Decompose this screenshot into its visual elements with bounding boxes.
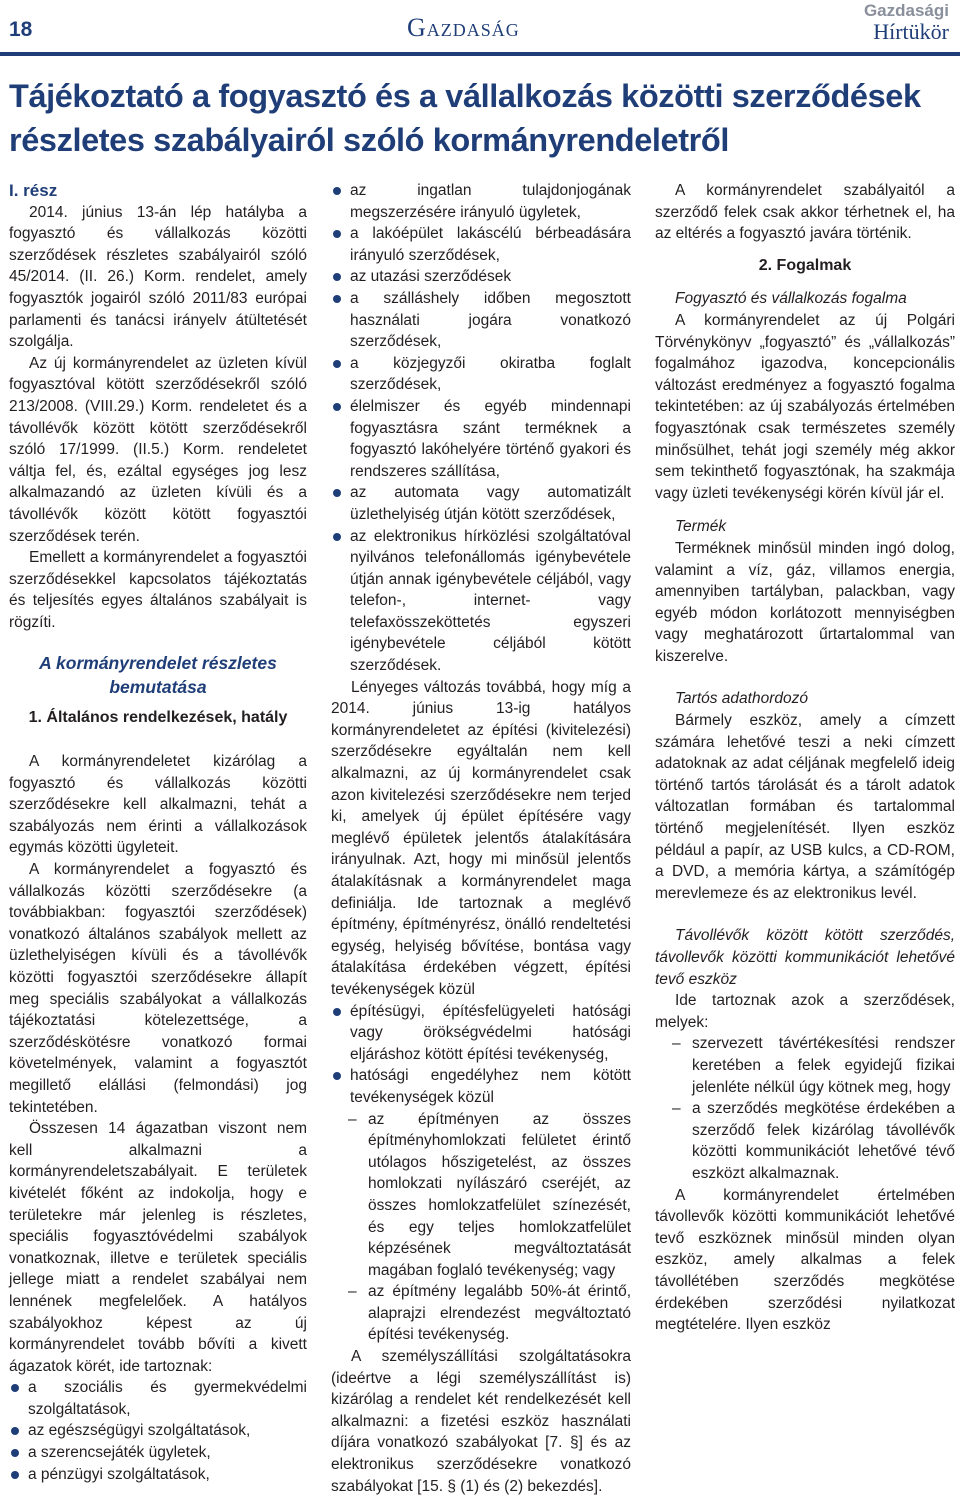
list-item: építésügyi, építésfelügyeleti hatósági vagy örökségvédelmi hatósági eljáráshoz kötött építési tevékenység,	[331, 1001, 631, 1066]
article-title: Tájékoztató a fogyasztó és a vállalkozás közötti szerződések részletes szabályairól szóló kormányrendeletről	[9, 78, 921, 158]
definition-text: A kormányrendelet az új Polgári Törvénykönyv „fogyasztó” és „vállalkozás” fogalmához igazodva, koncepcionális változást eredményez a fogyasztó fogalma tekintetében: az új szabályozás értelmében fogyasztónak csak természetes személy minősülhet, tehát jogi személy még akkor sem tekinthető fogyasztónak, ha szakmája vagy üzleti tevékenységi körén kívül jár el.	[655, 311, 955, 502]
page-header	[0, 0, 960, 58]
section-name: Gazdaság	[407, 13, 520, 42]
definition-text: Bármely eszköz, amely a címzett számára lehetővé teszi a neki címzett adatoknak az adat céljának megfelelő ideig történő tartós tárolását és a tárolt adatok változatlan formában és tartalommal történő megjelenítését. Ilyen eszköz például a papír, az USB kulcs, a CD-ROM, a DVD, a memória kártya, a számítógép merevlemeze és az elektronikus levél.	[655, 712, 955, 902]
list-item: az ingatlan tulajdonjogának megszerzésére irányuló ügyletek,	[331, 180, 631, 223]
page-number: 18	[9, 18, 33, 41]
list-item: a pénzügyi szolgáltatások,	[9, 1464, 307, 1486]
construction-list	[331, 1001, 631, 1109]
list-item: a szálláshely időben megosztott használati jogára vonatkozó szerződések,	[331, 288, 631, 353]
list-item: az automata vagy automatizált üzlethelyiség útján kötött szerződések,	[331, 482, 631, 525]
intro-paragraph: Az új kormányrendelet az üzleten kívül fogyasztóval kötött szerződésekről szóló 213/2008. (VIII.29.) Korm. rendeletet és a távollévők között kötött szerződésekről szóló 17/1999. (II.5.) Korm. rendeletet váltja fel, és, ezáltal egységes jog lesz alkalmazandó az üzleten kívüli és a távollévők között kötött fogyasztói szerződések terén.	[9, 354, 307, 545]
intro-paragraph: 2014. június 13-án lép hatályba a fogyasztó és vállalkozás közötti szerződések részletes szabályairól szóló 45/2014. (II. 26.) Korm. rendelet, amely fogyasztók jogairól szóló 2011/83 európai parlamenti és tanácsi irányelv átültetését szolgálja.	[9, 203, 307, 351]
definition-heading: Távollévők között kötött szerződés, távollevők közötti kommunikációt lehetővé tevő eszköz	[655, 927, 955, 988]
list-item: az elektronikus hírközlési szolgáltatóval nyilvános telefonállomás igénybevétele útján annak igénybevétele céljából, vagy telefon-, internet- vagy telefaxösszeköttetés egyszeri igénybevétele céljából kötött szerződések.	[331, 526, 631, 677]
brand-bottom: Hírtükör	[873, 19, 949, 44]
section-2-heading: 2. Fogalmak	[758, 256, 852, 274]
subheading: A kormányrendelet részletes bemutatása	[39, 653, 277, 698]
dash-list-item: – az építmény legalább 50%-át érintő, alaprajzi elrendezést megváltoztató építési tevékenység.	[331, 1281, 631, 1346]
construction-sublist	[331, 1109, 631, 1347]
definition-text: Terméknek minősül minden ingó dolog, valamint a víz, gáz, villamos energia, amennyiben tartályban, palackban, vagy egyéb módon korlátozott mennyiségben vagy meghatározott űrtartalommal van kiszerelve.	[655, 539, 955, 665]
dash-list-item: – a szerződés megkötése érdekében a szerződő felek kizárólag távollévők közötti kommunikációt lehetővé tévő eszközt alkalmaznak.	[655, 1098, 955, 1184]
intro-paragraph: Emellett a kormányrendelet a fogyasztói szerződésekkel kapcsolatos tájékoztatás és teljesítés egyes általános szabályait is rögzíti.	[9, 549, 307, 631]
brand-top: Gazdasági	[863, 1, 949, 20]
body-paragraph: A személyszállítási szolgáltatásokra (ideértve a légi személyszállítást is) kizárólag a rendelet két rendelkezését kell alkalmazni: a fizetési eszköz használati díjára vonatkozó szabályokat [7. §] és az elektronikus szerződésekre vonatkozó szabályokat [15. § (1) és (2) bekezdés].	[331, 1348, 631, 1495]
list-item: élelmiszer és egyéb mindennapi fogyasztásra szánt terméknek a fogyasztó lakóhelyére történő gyakori és rendszeres szállítása,	[331, 396, 631, 482]
dash-list-item: – szervezett távértékesítési rendszer keretében a felek egyidejű fizikai jelenléte nélkül úgy kötnek meg, hogy	[655, 1033, 955, 1098]
body-paragraph: A kormányrendelet a fogyasztó és vállalkozás közötti szerződésekre (a továbbiakban: fogyasztói szerződések) vonatkozó általános szabályok mellett az üzlethelyiségen kívüli és a távollévők közötti fogyasztói szerződésekre állapít meg speciális szabályokat a vállalkozás tájékoztatási kötelezettsége, a szerződéskötésre vonatkozó formai követelmények, valamint a fogyasztót megillető elállási (felmondási) jog tekintetében.	[9, 861, 307, 1116]
list-item: a szociális és gyermekvédelmi szolgáltatások,	[9, 1377, 307, 1420]
body-paragraph: A kormányrendeletet kizárólag a fogyasztó és vállalkozás közötti szerződésekre kell alkalmazni, tehát a szabályozás nem érinti a vállalkozások egymás közötti ügyleteit.	[9, 753, 307, 857]
excluded-sectors-list	[9, 1377, 307, 1485]
part-label: I. rész	[9, 181, 58, 200]
column-2	[331, 180, 631, 1497]
publication-brand	[864, 2, 949, 43]
section-1-heading: 1. Általános rendelkezések, hatály	[28, 709, 288, 727]
list-item: a szerencsejáték ügyletek,	[9, 1442, 307, 1464]
list-item: az egészségügyi szolgáltatások,	[9, 1420, 307, 1442]
list-item: az utazási szerződések	[331, 266, 631, 288]
list-item: a lakóépület lakáscélú bérbeadására irányuló szerződések,	[331, 223, 631, 266]
definition-text: A kormányrendelet értelmében távollevők közötti kommunikációt lehetővé tevő eszköznek minősül minden olyan eszköz, amely alkalmas a felek távollétében szerződés megkötése érdekében szerződési nyilatkozat megtételére. Ilyen eszköz	[655, 1186, 955, 1334]
body-paragraph: A kormányrendelet szabályaitól a szerződő felek csak akkor térhetnek el, ha az eltérés a fogyasztó javára történik.	[655, 182, 955, 243]
header-rule	[0, 52, 960, 56]
definition-heading: Tartós adathordozó	[675, 690, 808, 708]
column-1	[9, 180, 307, 1485]
definition-text: Ide tartoznak azok a szerződések, melyek:	[655, 992, 955, 1031]
dash-list-item: – az építményen az összes építményhomlokzati felületet érintő utólagos hőszigetelést, az összes homlokzati nyílászáró cseréjét, az összes homlokzatfelület színezését, és egy teljes homlokzatfelület képzésének megváltoztatását magában foglaló tevékenység; vagy	[331, 1109, 631, 1282]
excluded-sectors-list-continued	[331, 180, 631, 677]
definition-heading: Termék	[675, 518, 727, 536]
column-3	[655, 180, 955, 1336]
definition-dash-list	[655, 1033, 955, 1184]
body-paragraph: Lényeges változás továbbá, hogy míg a 2014. június 13-ig hatályos kormányrendeletet az építési (kivitelezési) szerződésekre egyáltalán nem kell alkalmazni, az új kormányrendelet csak azon kivitelezési szerződésekre nem terjed ki, amelyek új épület építésére vagy meglévő épületek jelentős átalakítására irányulnak. Azt, hogy mi minősül jelentős átalakításnak a kormányrendelet maga definiálja. Ide tartoznak a meglévő építmény, építményrész, önálló rendeltetési egység, helyiség bővítése, bontása vagy átalakítása érdekében végzett, építési tevékenységek közül	[331, 678, 631, 998]
list-item: hatósági engedélyhez nem kötött tevékenységek közül	[331, 1065, 631, 1108]
body-paragraph: Összesen 14 ágazatban viszont nem kell alkalmazni a kormányrendeletszabályait. E területek kivételét főként az indokolja, hogy e területekre már jelenleg is részletes, speciális fogyasztóvédelmi szabályok vonatkoznak, illetve e területek speciális jellege miatt a rendelet szabályai nem lennének megfelelőek. A hatályos szabályokhoz képest az új kormányrendelet tovább bővíti a kivett ágazatok körét, ide tartoznak:	[9, 1120, 307, 1375]
list-item: a közjegyzői okiratba foglalt szerződések,	[331, 353, 631, 396]
definition-heading: Fogyasztó és vállalkozás fogalma	[675, 290, 907, 308]
